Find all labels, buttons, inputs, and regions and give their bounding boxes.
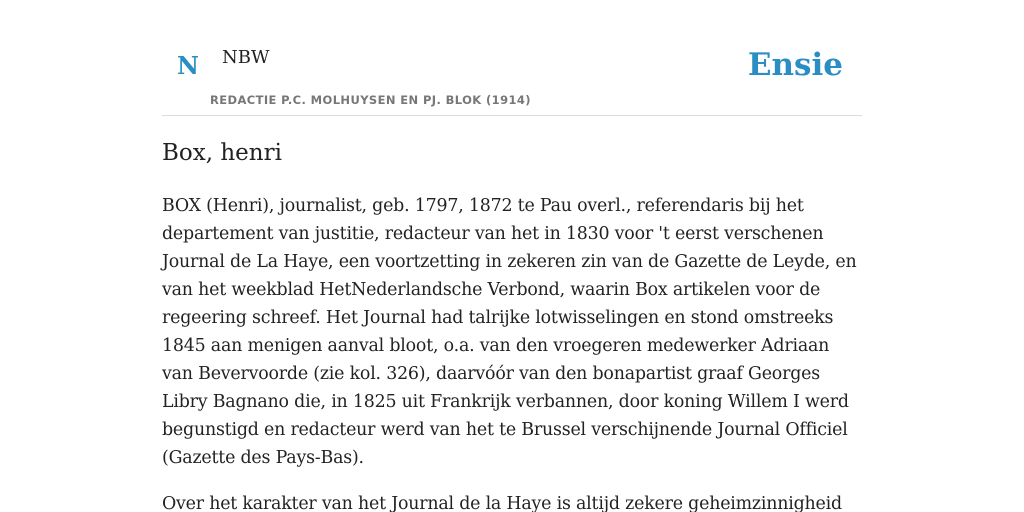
site-header bbox=[162, 0, 862, 116]
article-title: Box, henri bbox=[162, 140, 282, 166]
article-body bbox=[162, 192, 862, 512]
article-paragraph: Over het karakter van het Journal de la Haye is altijd zekere geheimzinnigheid bbox=[162, 494, 842, 512]
article-paragraph: BOX (Henri), journalist, geb. 1797, 1872 te Pau overl., referendaris bij het departement van justitie, redacteur van het in 1830 voor 't eerst verschenen Journal de La Haye, een voortzetting in zekeren zin van de Gazette de Leyde, en van het weekblad HetNederlandsche Verbond, waarin Box artikelen voor de regeering schreef. Het Journal had talrijke lotwisselingen en stond omstreeks 1845 aan menigen aanval bloot, o.a. van den vroegeren medewerker Adriaan van Bevervoorde (zie kol. 326), daarvóór van den bonapartist graaf Georges Libry Bagnano die, in 1825 uit Frankrijk verbannen, door koning Willem I werd begunstigd en redacteur werd van het te Brussel verschijnende Journal Officiel (Gazette des Pays-Bas). bbox=[162, 196, 857, 468]
brand-logo[interactable]: Ensie bbox=[747, 47, 843, 83]
source-editors: REDACTIE P.C. MOLHUYSEN EN PJ. BLOK (1914) bbox=[210, 93, 531, 107]
source-logo[interactable]: N bbox=[177, 51, 199, 80]
source-name: NBW bbox=[222, 47, 270, 68]
